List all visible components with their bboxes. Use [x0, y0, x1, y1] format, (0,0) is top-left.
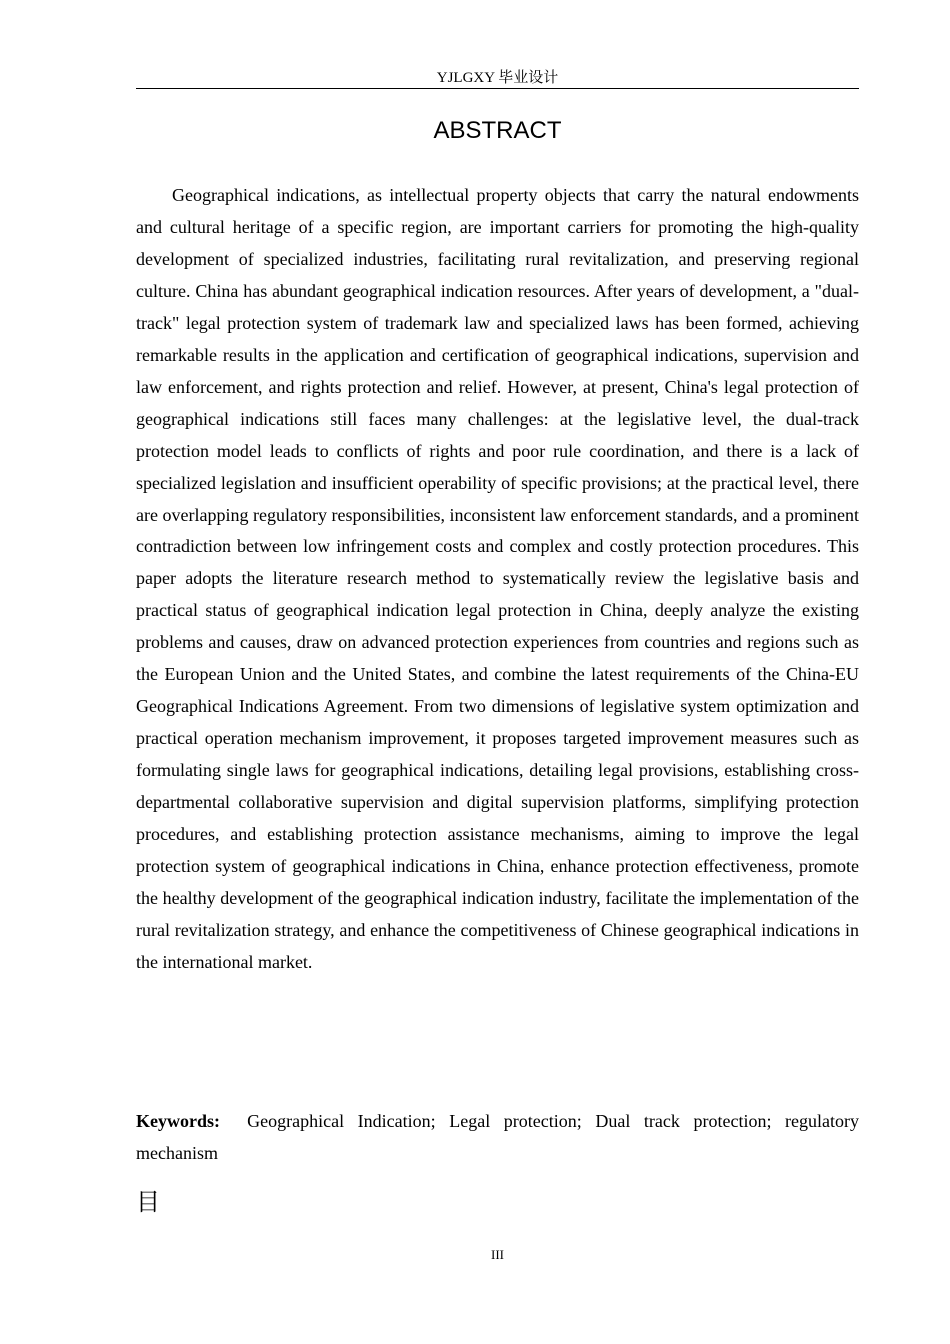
- page-number: III: [491, 1247, 504, 1262]
- abstract-title: ABSTRACT: [433, 117, 562, 144]
- running-header: YJLGXY 毕业设计: [136, 68, 859, 89]
- next-section-heading: 目: [136, 1188, 160, 1216]
- keywords-paragraph: [136, 1106, 859, 1170]
- keywords-text: Geographical Indication; Legal protection; Dual track protection; regulatory mechanism: [136, 1111, 859, 1163]
- abstract-body: Geographical indications, as intellectual property objects that carry the natural endowments and cultural heritage of a specific region, are important carriers for promoting the high-quality development of specialized industries, facilitating rural revitalization, and preserving regional culture. China has abundant geographical indication resources. After years of development, a "dual-track" legal protection system of trademark law and specialized laws has been formed, achieving remarkable results in the application and certification of geographical indications, supervision and law enforcement, and rights protection and relief. However, at present, China's legal protection of geographical indications still faces many challenges: at the legislative level, the dual-track protection model leads to conflicts of rights and poor rule coordination, and there is a lack of specialized legislation and insufficient operability of specific provisions; at the practical level, there are overlapping regulatory responsibilities, inconsistent law enforcement standards, and a prominent contradiction between low infringement costs and complex and costly protection procedures. This paper adopts the literature research method to systematically review the legislative basis and practical status of geographical indication legal protection in China, deeply analyze the existing problems and causes, draw on advanced protection experiences from countries and regions such as the European Union and the United States, and combine the latest requirements of the China-EU Geographical Indications Agreement. From two dimensions of legislative system optimization and practical operation mechanism improvement, it proposes targeted improvement measures such as formulating single laws for geographical indications, detailing legal provisions, establishing cross-departmental collaborative supervision and digital supervision platforms, simplifying protection procedures, and establishing protection assistance mechanisms, aiming to improve the legal protection system of geographical indications in China, enhance protection effectiveness, promote the healthy development of the geographical indication industry, facilitate the implementation of the rural revitalization strategy, and enhance the competitiveness of Chinese geographical indications in the international market.: [136, 185, 859, 972]
- keywords-label: Keywords:: [136, 1111, 220, 1131]
